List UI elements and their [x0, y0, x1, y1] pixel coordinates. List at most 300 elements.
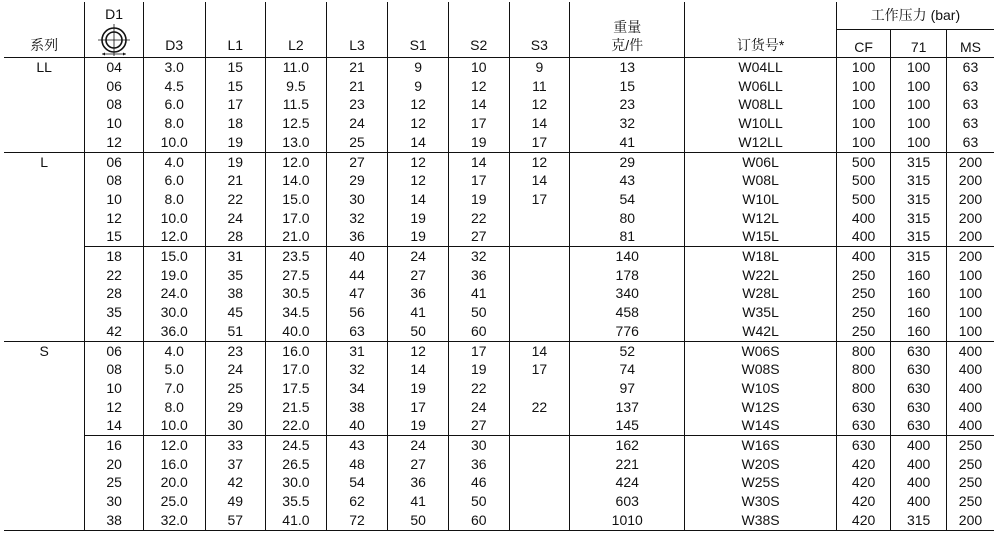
cell-weight: 424: [570, 473, 685, 492]
cell-s3: 14: [509, 114, 570, 133]
cell-l3: 47: [326, 284, 388, 303]
cell-l1: 15: [205, 77, 266, 96]
cell-l1: 30: [205, 416, 266, 435]
cell-s2: 22: [448, 379, 509, 398]
cell-d1: 08: [85, 360, 144, 379]
cell-l2: 17.0: [266, 360, 327, 379]
cell-weight: 15: [570, 77, 685, 96]
cell-d3: 4.0: [143, 152, 205, 171]
cell-s1: 12: [388, 114, 449, 133]
cell-l3: 36: [326, 227, 388, 246]
cell-ms: 400: [946, 379, 994, 398]
cell-l1: 19: [205, 152, 266, 171]
cell-l2: 12.0: [266, 152, 327, 171]
cell-l2: 9.5: [266, 77, 327, 96]
cell-s3: [509, 303, 570, 322]
cell-l1: 31: [205, 247, 266, 266]
cell-weight: 32: [570, 114, 685, 133]
cell-s1: 12: [388, 152, 449, 171]
header-weight: [570, 2, 685, 58]
cell-l1: 21: [205, 171, 266, 190]
cell-l3: 31: [326, 341, 388, 360]
cell-ms: 400: [946, 341, 994, 360]
cell-d1: 25: [85, 473, 144, 492]
table-row: [4, 360, 994, 379]
cell-d3: 15.0: [143, 247, 205, 266]
cell-s2: 36: [448, 266, 509, 285]
cell-71: 630: [891, 398, 947, 417]
cell-order-no: W38S: [685, 511, 837, 530]
cell-s3: [509, 266, 570, 285]
header-d3: D3: [143, 2, 205, 58]
cell-71: 160: [891, 303, 947, 322]
cell-s2: 19: [448, 190, 509, 209]
cell-l3: 54: [326, 473, 388, 492]
cell-71: 160: [891, 284, 947, 303]
table-row: [4, 473, 994, 492]
cell-s2: 36: [448, 455, 509, 474]
cell-l1: 28: [205, 227, 266, 246]
cell-s1: 12: [388, 341, 449, 360]
cell-series: [4, 133, 85, 152]
cell-ms: 63: [946, 114, 994, 133]
cell-l3: 62: [326, 492, 388, 511]
cell-d1: 12: [85, 133, 144, 152]
cell-l1: 37: [205, 455, 266, 474]
cell-l3: 63: [326, 322, 388, 341]
cell-cf: 100: [836, 95, 891, 114]
cell-weight: 81: [570, 227, 685, 246]
cell-s2: 17: [448, 171, 509, 190]
cell-ms: 63: [946, 95, 994, 114]
cell-cf: 400: [836, 209, 891, 228]
cell-cf: 800: [836, 379, 891, 398]
cell-l2: 17.0: [266, 209, 327, 228]
cell-series: [4, 114, 85, 133]
cell-s2: 14: [448, 152, 509, 171]
table-row: [4, 58, 994, 77]
cell-l1: 38: [205, 284, 266, 303]
cell-d3: 8.0: [143, 398, 205, 417]
cell-ms: 100: [946, 266, 994, 285]
cell-s1: 19: [388, 416, 449, 435]
cell-order-no: W08LL: [685, 95, 837, 114]
cell-cf: 100: [836, 133, 891, 152]
cell-d1: 04: [85, 58, 144, 77]
cell-l2: 27.5: [266, 266, 327, 285]
cell-l2: 34.5: [266, 303, 327, 322]
cell-series: [4, 95, 85, 114]
cell-d1: 22: [85, 266, 144, 285]
cell-d1: 12: [85, 398, 144, 417]
table-row: [4, 247, 994, 266]
cell-l2: 13.0: [266, 133, 327, 152]
cell-weight: 23: [570, 95, 685, 114]
cell-series: L: [40, 153, 49, 170]
cell-d3: 36.0: [143, 322, 205, 341]
cell-s3: 9: [509, 58, 570, 77]
cell-weight: 97: [570, 379, 685, 398]
cell-s3: 17: [509, 360, 570, 379]
cell-series: [4, 360, 85, 379]
cell-d3: 10.0: [143, 416, 205, 435]
header-series: 系列: [4, 2, 85, 58]
cell-s1: 17: [388, 398, 449, 417]
cell-s1: 9: [388, 77, 449, 96]
cell-order-no: W06LL: [685, 77, 837, 96]
cell-s1: 27: [388, 455, 449, 474]
cell-l1: 45: [205, 303, 266, 322]
cell-71: 315: [891, 152, 947, 171]
cell-ms: 400: [946, 360, 994, 379]
cell-l2: 35.5: [266, 492, 327, 511]
cell-l3: 30: [326, 190, 388, 209]
cell-l3: 44: [326, 266, 388, 285]
cell-s2: 60: [448, 322, 509, 341]
cell-l2: 30.0: [266, 473, 327, 492]
cell-series: [4, 190, 85, 209]
cell-order-no: W08L: [685, 171, 837, 190]
cell-l1: 35: [205, 266, 266, 285]
cell-s3: [509, 455, 570, 474]
cell-order-no: W20S: [685, 455, 837, 474]
cell-ms: 63: [946, 133, 994, 152]
header-order-no: 订货号*: [685, 2, 837, 58]
cell-s3: [509, 416, 570, 435]
cell-l3: 43: [326, 436, 388, 455]
cell-cf: 500: [836, 190, 891, 209]
cell-d3: 6.0: [143, 95, 205, 114]
cell-71: 315: [891, 227, 947, 246]
cell-d3: 16.0: [143, 455, 205, 474]
cell-l2: 11.0: [266, 58, 327, 77]
header-cf: CF: [836, 29, 891, 57]
cell-ms: 200: [946, 190, 994, 209]
table-row: [4, 133, 994, 152]
cell-l1: 57: [205, 511, 266, 530]
cell-weight: 458: [570, 303, 685, 322]
cell-series: [4, 266, 85, 285]
cell-order-no: W06L: [685, 152, 837, 171]
cell-cf: 420: [836, 492, 891, 511]
cell-l3: 32: [326, 360, 388, 379]
cell-cf: 400: [836, 247, 891, 266]
table-row: [4, 95, 994, 114]
cell-order-no: W12L: [685, 209, 837, 228]
cell-cf: 800: [836, 341, 891, 360]
cell-order-no: W10LL: [685, 114, 837, 133]
cell-cf: 100: [836, 114, 891, 133]
cell-s1: 36: [388, 473, 449, 492]
cell-series: [4, 77, 85, 96]
cell-d3: 10.0: [143, 133, 205, 152]
cell-l3: 24: [326, 114, 388, 133]
cell-series: [4, 416, 85, 435]
cell-s2: 14: [448, 95, 509, 114]
cell-s3: [509, 322, 570, 341]
header-l1: L1: [205, 2, 266, 58]
header-l2: L2: [266, 2, 327, 58]
cell-d1: 10: [85, 114, 144, 133]
cell-ms: 250: [946, 455, 994, 474]
cell-d1: 08: [85, 95, 144, 114]
header-weight-line1: 重量: [613, 19, 642, 36]
cell-order-no: W15L: [685, 227, 837, 246]
cell-l1: 19: [205, 133, 266, 152]
cell-l1: 49: [205, 492, 266, 511]
cell-series: [4, 492, 85, 511]
cell-weight: 140: [570, 247, 685, 266]
cell-d3: 7.0: [143, 379, 205, 398]
cell-l2: 17.5: [266, 379, 327, 398]
cell-order-no: W42L: [685, 322, 837, 341]
cell-series: LL: [36, 59, 52, 75]
cell-l2: 26.5: [266, 455, 327, 474]
table-row: [4, 303, 994, 322]
cell-71: 630: [891, 360, 947, 379]
cell-l1: 51: [205, 322, 266, 341]
cell-series: [4, 379, 85, 398]
cell-d1: 15: [85, 227, 144, 246]
cell-l3: 23: [326, 95, 388, 114]
cell-d3: 8.0: [143, 190, 205, 209]
cell-d1: 38: [85, 511, 144, 530]
cell-s2: 10: [448, 58, 509, 77]
cell-s2: 24: [448, 398, 509, 417]
cell-71: 400: [891, 492, 947, 511]
cell-d1: 30: [85, 492, 144, 511]
cell-s1: 9: [388, 58, 449, 77]
cell-d1: 14: [85, 416, 144, 435]
cell-order-no: W22L: [685, 266, 837, 285]
cell-series: [4, 511, 85, 530]
cell-weight: 54: [570, 190, 685, 209]
cell-weight: 52: [570, 341, 685, 360]
cell-l2: 40.0: [266, 322, 327, 341]
cell-order-no: W28L: [685, 284, 837, 303]
cell-series: [4, 303, 85, 322]
cell-ms: 400: [946, 416, 994, 435]
table-row: [4, 322, 994, 341]
cell-d1: 06: [85, 77, 144, 96]
cell-weight: 340: [570, 284, 685, 303]
cell-cf: 630: [836, 436, 891, 455]
cell-weight: 1010: [570, 511, 685, 530]
cell-order-no: W25S: [685, 473, 837, 492]
cell-s3: [509, 379, 570, 398]
cell-l2: 12.5: [266, 114, 327, 133]
cell-cf: 800: [836, 360, 891, 379]
cell-s1: 12: [388, 171, 449, 190]
table-row: [4, 492, 994, 511]
cell-l1: 25: [205, 379, 266, 398]
cell-s2: 27: [448, 227, 509, 246]
cell-ms: 200: [946, 152, 994, 171]
cell-71: 100: [891, 58, 947, 77]
cell-l2: 16.0: [266, 341, 327, 360]
cell-d3: 20.0: [143, 473, 205, 492]
cell-s1: 41: [388, 492, 449, 511]
table-row: [4, 209, 994, 228]
cell-s1: 24: [388, 436, 449, 455]
cell-s3: [509, 511, 570, 530]
cell-d3: 30.0: [143, 303, 205, 322]
cell-cf: 500: [836, 152, 891, 171]
table-row: [4, 114, 994, 133]
cell-l3: 38: [326, 398, 388, 417]
cell-s1: 41: [388, 303, 449, 322]
cell-l1: 18: [205, 114, 266, 133]
cell-s3: [509, 227, 570, 246]
cell-s3: [509, 473, 570, 492]
cell-cf: 400: [836, 227, 891, 246]
header-s1: S1: [388, 2, 449, 58]
cell-ms: 100: [946, 284, 994, 303]
cell-cf: 630: [836, 416, 891, 435]
cell-ms: 250: [946, 492, 994, 511]
cell-71: 630: [891, 416, 947, 435]
cell-71: 100: [891, 95, 947, 114]
cell-ms: 200: [946, 171, 994, 190]
cell-series: [4, 209, 85, 228]
cell-71: 630: [891, 341, 947, 360]
cell-order-no: W10L: [685, 190, 837, 209]
cell-d3: 5.0: [143, 360, 205, 379]
cell-s2: 22: [448, 209, 509, 228]
cell-d1: 12: [85, 209, 144, 228]
cell-cf: 100: [836, 77, 891, 96]
cell-s3: [509, 436, 570, 455]
cell-s3: [509, 492, 570, 511]
cell-l3: 21: [326, 77, 388, 96]
cell-d3: 4.0: [143, 341, 205, 360]
cell-s1: 27: [388, 266, 449, 285]
cell-s1: 50: [388, 511, 449, 530]
cell-l2: 21.5: [266, 398, 327, 417]
cell-order-no: W30S: [685, 492, 837, 511]
header-71: 71: [891, 29, 947, 57]
cell-series: [4, 284, 85, 303]
cell-ms: 63: [946, 77, 994, 96]
table-row: [4, 398, 994, 417]
cell-71: 315: [891, 190, 947, 209]
cell-l2: 14.0: [266, 171, 327, 190]
cell-s1: 14: [388, 360, 449, 379]
cell-order-no: W04LL: [685, 58, 837, 77]
cell-order-no: W35L: [685, 303, 837, 322]
table-row: [4, 341, 994, 360]
table-row: [4, 171, 994, 190]
cell-order-no: W16S: [685, 436, 837, 455]
cell-order-no: W06S: [685, 341, 837, 360]
cell-s1: 19: [388, 209, 449, 228]
cell-order-no: W12LL: [685, 133, 837, 152]
cell-s2: 17: [448, 341, 509, 360]
cell-l3: 21: [326, 58, 388, 77]
cell-l3: 40: [326, 416, 388, 435]
cell-series: [4, 171, 85, 190]
cell-d3: 4.5: [143, 77, 205, 96]
cell-ms: 100: [946, 303, 994, 322]
cell-series: [4, 455, 85, 474]
cell-71: 100: [891, 133, 947, 152]
cell-d1: 06: [85, 152, 144, 171]
cell-71: 400: [891, 436, 947, 455]
cell-weight: 29: [570, 152, 685, 171]
cell-s2: 41: [448, 284, 509, 303]
cell-series: [4, 436, 85, 455]
cell-series: [4, 398, 85, 417]
cell-series: [4, 227, 85, 246]
cell-l3: 29: [326, 171, 388, 190]
cell-ms: 200: [946, 227, 994, 246]
cell-cf: 500: [836, 171, 891, 190]
cell-weight: 221: [570, 455, 685, 474]
cell-s3: 11: [509, 77, 570, 96]
cell-l3: 48: [326, 455, 388, 474]
cell-l1: 23: [205, 341, 266, 360]
cell-l3: 27: [326, 152, 388, 171]
cell-s1: 19: [388, 227, 449, 246]
cell-ms: 250: [946, 473, 994, 492]
cell-71: 315: [891, 247, 947, 266]
header-d1-label: D1: [105, 6, 124, 22]
cell-cf: 420: [836, 473, 891, 492]
cell-s2: 50: [448, 492, 509, 511]
cell-d3: 19.0: [143, 266, 205, 285]
cell-s2: 27: [448, 416, 509, 435]
cell-cf: 420: [836, 455, 891, 474]
cell-71: 100: [891, 114, 947, 133]
cell-d3: 3.0: [143, 58, 205, 77]
cell-71: 315: [891, 171, 947, 190]
cell-ms: 250: [946, 436, 994, 455]
cell-order-no: W08S: [685, 360, 837, 379]
cell-s3: 12: [509, 95, 570, 114]
cell-weight: 162: [570, 436, 685, 455]
cell-l1: 33: [205, 436, 266, 455]
cell-d1: 10: [85, 190, 144, 209]
cell-s2: 46: [448, 473, 509, 492]
cell-cf: 250: [836, 266, 891, 285]
header-ms: MS: [946, 29, 994, 57]
fitting-end-view-icon: [97, 23, 131, 57]
cell-s3: 14: [509, 171, 570, 190]
cell-s1: 50: [388, 322, 449, 341]
cell-s3: 12: [509, 152, 570, 171]
table-row: [4, 511, 994, 530]
header-working-pressure: 工作压力 (bar): [836, 2, 994, 29]
table-row: [4, 436, 994, 455]
cell-71: 100: [891, 77, 947, 96]
cell-d1: 28: [85, 284, 144, 303]
cell-71: 315: [891, 209, 947, 228]
cell-l3: 34: [326, 379, 388, 398]
cell-s3: [509, 247, 570, 266]
cell-s2: 12: [448, 77, 509, 96]
cell-d1: 16: [85, 436, 144, 455]
cell-series: [4, 247, 85, 266]
cell-71: 400: [891, 473, 947, 492]
cell-order-no: W12S: [685, 398, 837, 417]
cell-l1: 22: [205, 190, 266, 209]
table-row: [4, 152, 994, 171]
cell-cf: 250: [836, 322, 891, 341]
cell-s1: 36: [388, 284, 449, 303]
cell-l2: 15.0: [266, 190, 327, 209]
cell-s3: 17: [509, 190, 570, 209]
table-row: [4, 455, 994, 474]
